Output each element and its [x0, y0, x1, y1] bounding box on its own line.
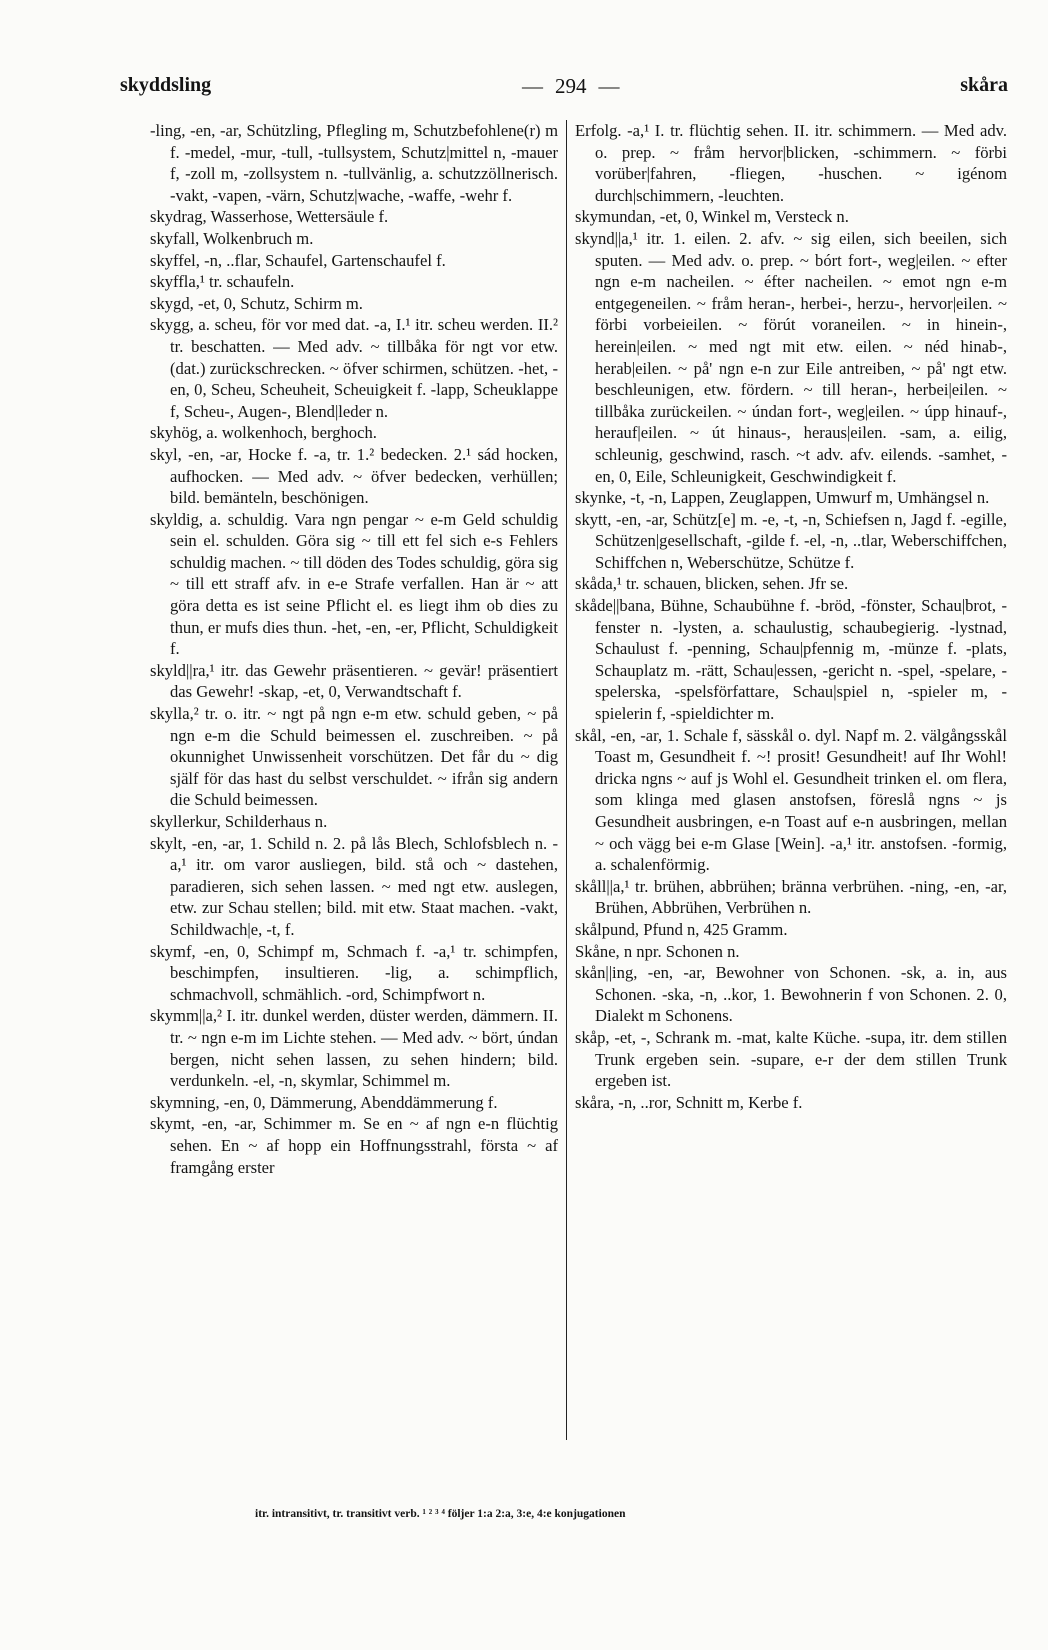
dictionary-entry: skyffel, -n, ..flar, Schaufel, Gartenschaufel f.: [150, 250, 446, 270]
dictionary-entry: skyfall, Wolkenbruch m.: [150, 228, 314, 248]
dictionary-entry: skåde||bana, Bühne, Schaubühne f. -bröd, -fönster, Schau|brot, -fenster n. -lysten, a. schaulustig, schaubegierig. -lystnad, Schaulust f. -penning, Schau|pfennig m, -münze f. -plats, Schauplatz m. -rätt, Schau|essen, -gericht n. -spel, -spelare, -spelerska, -spelsförfattare, Schau|spiel n, -spieler m, -spielerin f, -spieldichter m.: [575, 596, 1007, 724]
dictionary-entry: skyllerkur, Schilderhaus n.: [150, 812, 328, 831]
left-column: [150, 120, 558, 1178]
dictionary-entry: skygg, a. scheu, för vor med dat. -a, I.¹ itr. scheu werden. II.² tr. beschatten. — Med adv. ~ tillbåka för ngt vor etw. (dat.) zurückschrecken. ~ öfver schirmen, schützen. -het, -en, 0, Scheu, Scheuheit, Scheuigkeit f. -lapp, Scheuklappe f, Scheu-, Augen-, Blend|leder n.: [150, 315, 558, 421]
dictionary-entry: skål, -en, -ar, 1. Schale f, sässkål o. dyl. Napf m. 2. välgångsskål Toast m, Gesundheit f. ~! prosit! Gesundheit! auf Ihr Wohl! dricka ngns ~ auf js Wohl el. Gesundheit trinken el. om flera, som klinga med glasen anstofsen, föreslå ngns ~ js Gesundheit ausbringen, e-n Toast auf e-n ausbringen, mellan ~ och vägg bei e-m Glase [Wein]. -a,¹ itr. anstofsen. -formig, a. schalenförmig.: [575, 725, 1007, 875]
dictionary-entry: skygd, -et, 0, Schutz, Schirm m.: [150, 293, 363, 313]
dictionary-entry: skymf, -en, 0, Schimpf m, Schmach f. -a,¹ tr. schimpfen, beschimpfen, insultieren. -lig, a. schimpflich, schmachvoll, schmählich. -ord, Schimpfwort n.: [150, 941, 558, 1004]
dictionary-entry: skyffla,¹ tr. schaufeln.: [150, 272, 295, 292]
abbreviation-footnote: itr. intransitivt, tr. transitivt verb. ¹ ² ³ ⁴ följer 1:a 2:a, 3:e, 4:e konjugationen: [255, 1508, 626, 1520]
dictionary-entry: skålpund, Pfund n, 425 Gramm.: [575, 919, 788, 939]
right-running-headword: skåra: [960, 74, 1008, 96]
left-running-headword: skyddsling: [120, 74, 212, 96]
dictionary-entry: skydrag, Wasserhose, Wettersäule f.: [150, 207, 389, 227]
dictionary-entry: skymt, -en, -ar, Schimmer m. Se en ~ af ngn e-n flüchtig sehen. En ~ af hopp ein Hoffnungsstrahl, första ~ af framgång erster: [150, 1114, 558, 1177]
dictionary-entry: skylla,² tr. o. itr. ~ ngt på ngn e-m etw. schuld geben, ~ på ngn e-m die Schuld beimessen el. zuschreiben. ~ på okunnighet Unwissenheit vorschützen. Det får du ~ dig själf för das hast du selbst verschuldet. ~ ifrån sig andern die Schuld beimessen.: [150, 704, 558, 810]
dictionary-entry: skåll||a,¹ tr. brühen, abbrühen; bränna verbrühen. -ning, -en, -ar, Brühen, Abbrühen, Verbrühen n.: [575, 876, 1007, 918]
dictionary-entry: skåra, -n, ..ror, Schnitt m, Kerbe f.: [575, 1092, 803, 1112]
dictionary-entry: skymm||a,² I. itr. dunkel werden, düster werden, dämmern. II. tr. ~ ngn e-m im Lichte stehen. — Med adv. ~ bört, úndan bergen, nicht sehen lassen, zu sehen hindern; bild. verdunkeln. -el, -n, skymlar, Schimmel m.: [150, 1006, 558, 1091]
page-header: [120, 74, 1008, 108]
dictionary-entry: skylt, -en, -ar, 1. Schild n. 2. på lås Blech, Schlofsblech n. -a,¹ itr. om varor ausliegen, bild. stå och ~ dastehen, paradieren, sich sehen lassen. ~ med ngt etw. auslegen, etw. zur Schau stellen; bild. mit etw. Staat machen. -vakt, Schildwach|e, -t, f.: [150, 833, 558, 939]
dictionary-entry: skynke, -t, -n, Lappen, Zeuglappen, Umwurf m, Umhängsel n.: [575, 488, 990, 508]
dictionary-entry: skåda,¹ tr. schauen, blicken, sehen. Jfr se.: [575, 574, 849, 594]
column-divider: [566, 120, 567, 1440]
dictionary-entry: Erfolg. -a,¹ I. tr. flüchtig sehen. II. itr. schimmern. — Med adv. o. prep. ~ fråm hervor|blicken, -schimmern. ~ förbi vorüber|fahren, -fliegen, -huschen. ~ igénom durch|schimmern, -leuchten.: [575, 121, 1007, 205]
dictionary-entry: skyld||ra,¹ itr. das Gewehr präsentieren. ~ gevär! präsentiert das Gewehr! -skap, -et, 0, Verwandtschaft f.: [150, 660, 558, 702]
dictionary-entry: skyldig, a. schuldig. Vara ngn pengar ~ e-m Geld schuldig sein el. schulden. Göra sig ~ till ett fel sich e-s Fehlers schuldig machen. ~ till döden des Todes schuldig, göra sig ~ till ett straff afv. in e-e Strafe verfallen. Han är ~ att göra detta es ist seine Pflicht el. es liegt ihm ob dies zu thun, er mufs dies thun. -het, -en, -er, Pflicht, Schuldigkeit f.: [150, 509, 558, 659]
dictionary-entry: skymning, -en, 0, Dämmerung, Abenddämmerung f.: [150, 1092, 498, 1112]
dictionary-entry: Skåne, n npr. Schonen n.: [575, 941, 740, 961]
dictionary-entry: skymundan, -et, 0, Winkel m, Versteck n.: [575, 207, 849, 227]
right-column: [575, 120, 1007, 1113]
page-number: — 294 —: [510, 74, 632, 99]
dictionary-entry: skyl, -en, -ar, Hocke f. -a, tr. 1.² bedecken. 2.¹ sád hocken, aufhocken. — Med adv. ~ öfver bedecken, verhüllen; bild. bemänteln, beschönigen.: [150, 444, 558, 508]
dictionary-entry: skytt, -en, -ar, Schütz[e] m. -e, -t, -n, Schiefsen n, Jagd f. -egille, Schützen|gesellschaft, -gilde f. -el, -n, ..tlar, Weberschiffchen, Schiffchen n, Weberschütze, Schütze f.: [575, 509, 1007, 572]
dictionary-entry: skynd||a,¹ itr. 1. eilen. 2. afv. ~ sig eilen, sich beeilen, sich sputen. — Med adv. o. prep. ~ bórt fort-, weg|eilen. ~ efter ngn e-m nacheilen. ~ éfter nacheilen. ~ emot ngn e-m entgegeneilen. ~ fråm heran-, herbei-, herzu-, hervor|eilen. ~ förbi vorbeieilen. ~ förút voraneilen. ~ in hinein-, herein|eilen. ~ med ngt mit etw. eilen. ~ néd hinab-, herab|eilen. ~ på' ngn e-n zur Eile antreiben, ~ på' ngt etw. beschleunigen, etw. fördern. ~ till heran-, herbei|eilen. ~ tillbåka zurückeilen. ~ úndan fort-, weg|eilen. ~ úpp hinauf-, herauf|eilen. ~ út hinaus-, heraus|eilen. -sam, a. eilig, schleunig, geschwind, rasch. ~t adv. afv. eilends. -samhet, -en, 0, Eile, Schleunigkeit, Geschwindigkeit f.: [575, 228, 1007, 486]
dictionary-entry: skåp, -et, -, Schrank m. -mat, kalte Küche. -supa, itr. dem stillen Trunk ergeben sein. -supare, e-r der dem stillen Trunk ergeben ist.: [575, 1027, 1007, 1091]
dictionary-entry: skån||ing, -en, -ar, Bewohner von Schonen. -sk, a. in, aus Schonen. -ska, -n, ..kor, 1. Bewohnerin f von Schonen. 2. 0, Dialekt m Schonens.: [575, 963, 1007, 1026]
dictionary-entry: -ling, -en, -ar, Schützling, Pflegling m, Schutzbefohlene(r) m f. -medel, -mur, -tull, -tullsystem, Schutz|mittel n, -mauer f, -zoll m, -zollsystem n. -tullvänlig, a. schutzzöllnerisch. -vakt, -vapen, -värn, Schutz|wache, -waffe, -wehr f.: [150, 121, 558, 205]
dictionary-entry: skyhög, a. wolkenhoch, berghoch.: [150, 423, 377, 443]
